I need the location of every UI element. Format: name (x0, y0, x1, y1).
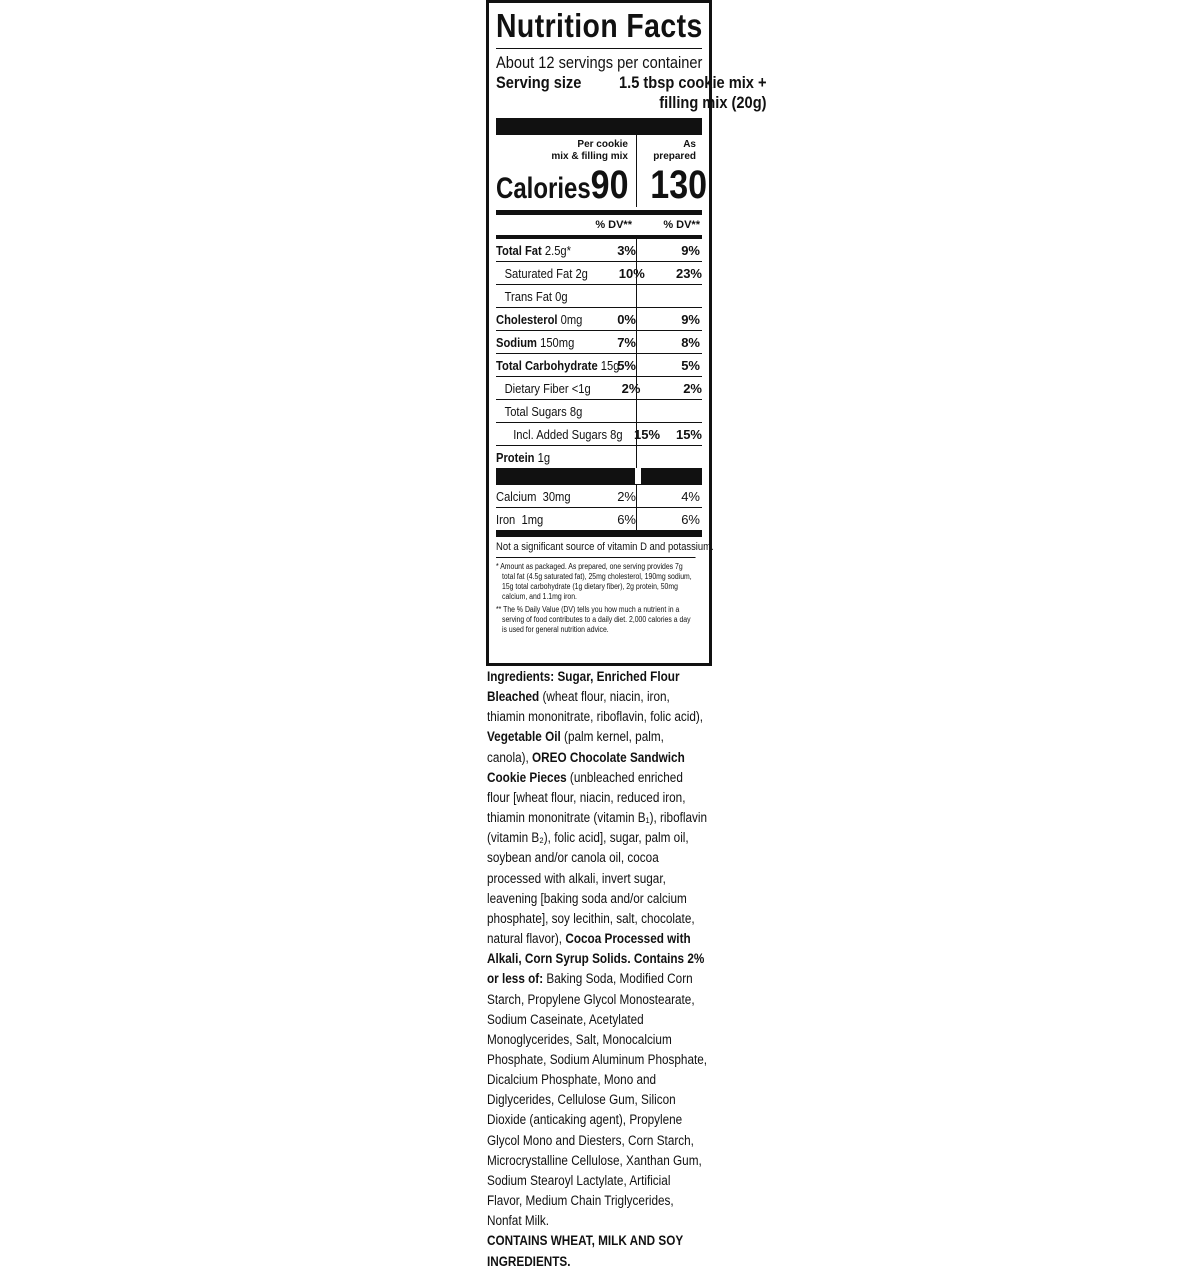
not-significant-note: Not a significant source of vitamin D and potassium. (496, 537, 696, 558)
nutrient-table (496, 238, 702, 530)
nutrient-row (496, 261, 702, 284)
nutrient-dv-packaged: 0% (617, 311, 636, 327)
footnote-daily-value: ** The % Daily Value (DV) tells you how much a nutrient in a serving of food contributes to a daily diet. 2,000 calories a day is used for general nutrition advice. (496, 605, 691, 634)
ingredients-text: Ingredients: Sugar, Enriched Flour Bleached (wheat flour, niacin, iron, thiamin mononitrate, riboflavin, folic acid), Vegetable Oil (palm kernel, palm, canola), OREO Chocolate Sandwich Cookie Pieces (unbleached enriched flour [wheat flour, niacin, reduced iron, thiamin mononitrate (vitamin B₁), riboflavin (vitamin B₂), folic acid], sugar, palm oil, soybean and/or canola oil, cocoa processed with alkali, invert sugar, leavening [baking soda and/or calcium phosphate], soy lecithin, salt, chocolate, natural flavor), Cocoa Processed with Alkali, Corn Syrup Solids. Contains 2% or less of: Baking Soda, Modified Corn Starch, Propylene Glycol Monostearate, Sodium Caseinate, Acetylated Monoglycerides, Salt, Monocalcium Phosphate, Sodium Aluminum Phosphate, Dicalcium Phosphate, Mono and Diglycerides, Cellulose Gum, Silicon Dioxide (anticaking agent), Propylene Glycol Mono and Diesters, Corn Starch, Microcrystalline Cellulose, Xanthan Gum, Sodium Stearoyl Lactylate, Artificial Flavor, Medium Chain Triglycerides, Nonfat Milk. (487, 669, 708, 1229)
nutrient-name: Total Fat 2.5g* (496, 242, 571, 258)
nutrient-name: Trans Fat 0g (504, 288, 568, 304)
nutrient-dv-packaged: 10% (618, 265, 645, 281)
serving-size-row (496, 73, 767, 113)
thick-divider (496, 468, 702, 484)
nutrient-name: Incl. Added Sugars 8g (513, 426, 623, 442)
calories-section (496, 135, 707, 207)
calories-row (496, 163, 707, 207)
nutrient-name: Dietary Fiber <1g (504, 380, 591, 396)
nutrient-row (496, 445, 702, 468)
footnotes (496, 562, 696, 635)
col2-header-line2: prepared (653, 151, 696, 162)
col2-header (634, 139, 696, 163)
divider (496, 48, 702, 49)
nutrient-dv-packaged: 7% (617, 334, 636, 350)
col1-header (496, 139, 634, 163)
dv-header-prepared: % DV** (663, 219, 700, 231)
nutrient-dv-prepared: 23% (675, 265, 702, 281)
nutrient-name: Total Carbohydrate 15g (496, 357, 620, 373)
serving-size-label: Serving size (496, 73, 582, 92)
allergen-statement: CONTAINS WHEAT, MILK AND SOY INGREDIENTS. (487, 1233, 683, 1269)
vitamin-row (496, 484, 702, 507)
nutrient-dv-packaged: 15% (634, 426, 661, 442)
nutrient-name: Saturated Fat 2g (504, 265, 588, 281)
serving-size-value-line2: filling mix (20g) (659, 93, 767, 112)
vitamin-dv-prepared: 4% (681, 488, 700, 504)
col2-header-line1: As (683, 139, 696, 150)
nutrient-dv-prepared: 8% (681, 334, 700, 350)
nutrient-name: Protein 1g (496, 449, 551, 465)
nutrient-row (496, 330, 702, 353)
thick-divider (496, 118, 702, 135)
nutrient-row (496, 353, 702, 376)
col1-header-line2: mix & filling mix (551, 151, 628, 162)
nutrient-dv-prepared: 15% (675, 426, 702, 442)
nutrient-dv-packaged: 5% (617, 357, 636, 373)
nutrient-dv-prepared: 2% (683, 380, 702, 396)
calories-label: Calories (496, 172, 591, 205)
servings-per-container: About 12 servings per container (496, 53, 703, 72)
nutrient-row (496, 284, 702, 307)
vitamin-name: Calcium 30mg (496, 488, 571, 504)
calories-value-prepared: 130 (649, 163, 707, 207)
nutrient-row (496, 238, 702, 261)
vitamin-dv-packaged: 2% (617, 488, 636, 504)
nutrient-row (496, 399, 702, 422)
nutrient-row (496, 422, 702, 445)
serving-size-value-line1: 1.5 tbsp cookie mix + (619, 73, 767, 92)
column-headers (496, 135, 702, 163)
column-divider (636, 238, 637, 530)
serving-size-value (619, 73, 766, 113)
nutrient-row (496, 307, 702, 330)
col1-header-line1: Per cookie (577, 139, 628, 150)
nutrient-dv-prepared: 5% (681, 357, 700, 373)
nutrient-dv-packaged: 2% (621, 380, 641, 396)
nutrient-dv-packaged: 3% (617, 242, 636, 258)
footnote-as-prepared: * Amount as packaged. As prepared, one serving provides 7g total fat (4.5g saturated fat), 25mg cholesterol, 190mg sodium, 15g total carbohydrate (1g dietary fiber), 2g protein, 50mg calcium, and 1.1mg iron. (496, 562, 692, 601)
vitamin-name: Iron 1mg (496, 511, 544, 527)
dv-header-packaged: % DV** (595, 219, 632, 231)
column-divider (636, 135, 637, 207)
nutrient-dv-prepared: 9% (681, 311, 700, 327)
ingredients-list (487, 667, 708, 1272)
vitamin-dv-prepared: 6% (681, 511, 700, 527)
nutrient-dv-prepared: 9% (681, 242, 700, 258)
nutrient-name: Total Sugars 8g (504, 403, 583, 419)
vitamin-dv-packaged: 6% (617, 511, 636, 527)
label-title: Nutrition Facts (496, 7, 703, 44)
thick-divider (496, 530, 702, 537)
nutrient-row (496, 376, 702, 399)
vitamin-row (496, 507, 702, 530)
nutrient-name: Cholesterol 0mg (496, 311, 583, 327)
nutrition-facts-label (486, 0, 767, 666)
calories-value-packaged: 90 (590, 163, 629, 207)
nutrient-name: Sodium 150mg (496, 334, 575, 350)
dv-header-row (496, 215, 702, 238)
